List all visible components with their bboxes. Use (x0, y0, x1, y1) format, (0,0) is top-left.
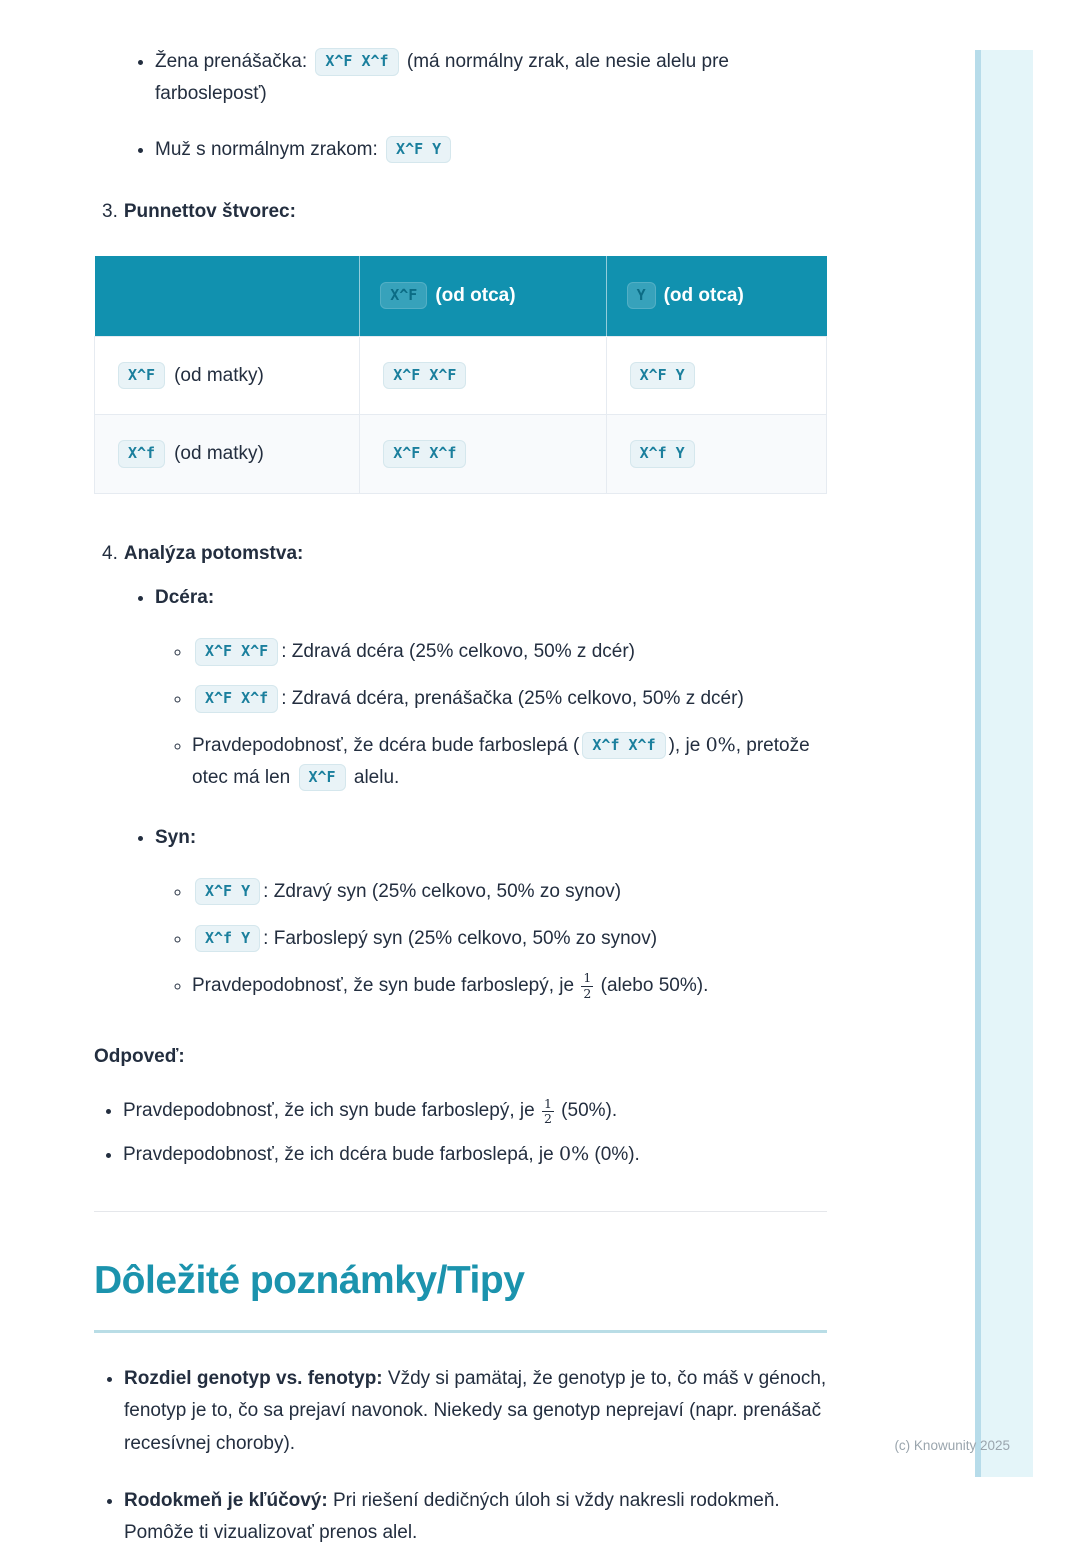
notes-heading: Dôležité poznámky/Tipy (94, 1248, 827, 1333)
bullet-text: ), je (668, 734, 706, 756)
genotype-chip-header: X^F (380, 282, 427, 310)
genotype-chip: X^F Y (195, 878, 260, 906)
genotype-chip: X^f X^f (582, 732, 665, 760)
bullet-text: Pravdepodobnosť, že syn bude farboslepý, je (192, 974, 580, 996)
bullet-text: : Zdravý syn (25% celkovo, 50% zo synov) (263, 880, 622, 902)
section-number: 4. (102, 543, 118, 565)
fraction-denominator: 2 (583, 985, 592, 1001)
tip-bold-label: Rodokmeň je kľúčový: (124, 1489, 328, 1511)
genotype-chip: X^f (118, 440, 165, 468)
bullet-text: (0%). (589, 1144, 640, 1166)
bullet-text: : Farboslepý syn (25% celkovo, 50% zo synov) (263, 927, 658, 949)
genotype-chip: X^F (118, 362, 165, 390)
son-sublist (155, 876, 830, 1002)
table-header-cell-empty (95, 256, 360, 336)
math-value: 0% (558, 1143, 590, 1166)
genotype-chip: X^F X^F (383, 362, 466, 390)
answer-list (94, 1095, 830, 1171)
bullet-text: , pretože otec má len (192, 734, 810, 788)
table-cell (606, 336, 826, 415)
section4-heading (102, 538, 830, 570)
genotype-chip: X^F X^f (315, 48, 398, 76)
genotype-chip: X^f Y (630, 440, 695, 468)
son-section (155, 822, 830, 1002)
list-item (123, 1095, 830, 1127)
bullet-text: (50%). (555, 1100, 618, 1122)
section-title: Punnettov štvorec: (123, 200, 296, 222)
list-item (192, 923, 830, 955)
table-cell (360, 336, 606, 415)
bullet-text: Pravdepodobnosť, že ich dcéra bude farboslepá, je (123, 1144, 559, 1166)
punnett-table (94, 256, 827, 495)
tips-list (94, 1363, 830, 1550)
daughter-title: Dcéra: (155, 587, 215, 609)
bullet-text: : Zdravá dcéra, prenášačka (25% celkovo, 50% z dcér) (281, 688, 744, 710)
genotype-chip: X^F Y (630, 362, 695, 390)
document-content (94, 0, 830, 1550)
genotype-chip: X^F (299, 764, 346, 792)
row-label: (od matky) (174, 443, 264, 465)
row-header-cell (95, 336, 360, 415)
son-title: Syn: (155, 826, 197, 848)
fraction-numerator: 1 (543, 1095, 552, 1111)
list-item (124, 1363, 830, 1461)
table-cell (360, 415, 606, 494)
list-item (123, 1139, 830, 1171)
list-item (192, 636, 830, 668)
bullet-text: : Zdravá dcéra (25% celkovo, 50% z dcér) (281, 641, 635, 663)
list-item (192, 683, 830, 715)
genotype-chip: X^F Y (386, 136, 451, 164)
right-sidebar-panel (975, 50, 1033, 1477)
genotype-chip: X^F X^f (195, 685, 278, 713)
daughter-section (155, 582, 830, 794)
table-row (95, 415, 827, 494)
daughter-sublist (155, 636, 830, 794)
header-label: (od otca) (435, 284, 516, 306)
row-label: (od matky) (174, 364, 264, 386)
section3-heading (102, 196, 830, 228)
fraction-denominator: 2 (543, 1111, 552, 1127)
header-label: (od otca) (663, 284, 744, 306)
answer-heading: Odpoveď: (94, 1046, 185, 1068)
list-item (124, 1485, 830, 1550)
table-header-cell (606, 256, 826, 336)
bullet-text: (alebo 50%). (595, 974, 709, 996)
offspring-list (94, 582, 830, 1001)
section-number: 3. (102, 200, 118, 222)
list-item (155, 46, 830, 110)
intro-bullet-list (94, 46, 830, 166)
section-title: Analýza potomstva: (123, 543, 304, 565)
row-header-cell (95, 415, 360, 494)
list-item (192, 876, 830, 908)
table-header-cell (360, 256, 606, 336)
bullet-text: Pravdepodobnosť, že dcéra bude farboslepá ( (192, 734, 580, 756)
bullet-text: (má normálny zrak, ale nesie alelu pre farbosleposť) (155, 51, 729, 104)
genotype-chip: X^F X^F (195, 638, 278, 666)
list-item (192, 970, 830, 1002)
bullet-text: alelu. (348, 766, 400, 788)
tip-text: Vždy si pamätaj, že genotyp je to, čo máš v génoch, fenotyp je to, čo sa prejaví navonok. Niekedy sa genotyp neprejaví (napr. prenášač recesívnej choroby). (124, 1367, 827, 1454)
fraction-numerator: 1 (583, 970, 592, 986)
genotype-chip-header: Y (627, 282, 656, 310)
fraction (581, 971, 593, 1001)
fraction (542, 1097, 554, 1127)
tip-text: Pri riešení dedičných úloh si vždy nakresli rodokmeň. Pomôže ti vizualizovať prenos alel. (124, 1489, 780, 1544)
math-value: 0% (705, 733, 736, 756)
table-header-row (95, 256, 827, 336)
bullet-text: Pravdepodobnosť, že ich syn bude farboslepý, je (123, 1100, 540, 1122)
bullet-text: Žena prenášačka: (155, 51, 313, 72)
tip-bold-label: Rozdiel genotyp vs. fenotyp: (124, 1367, 383, 1389)
list-item (155, 134, 830, 166)
list-item (192, 730, 830, 794)
copyright-text: (c) Knowunity 2025 (894, 1438, 1010, 1453)
table-cell (606, 415, 826, 494)
bullet-text: Muž s normálnym zrakom: (155, 138, 384, 160)
table-row (95, 336, 827, 415)
genotype-chip: X^F X^f (383, 440, 466, 468)
section-divider (94, 1211, 827, 1212)
genotype-chip: X^f Y (195, 925, 260, 953)
